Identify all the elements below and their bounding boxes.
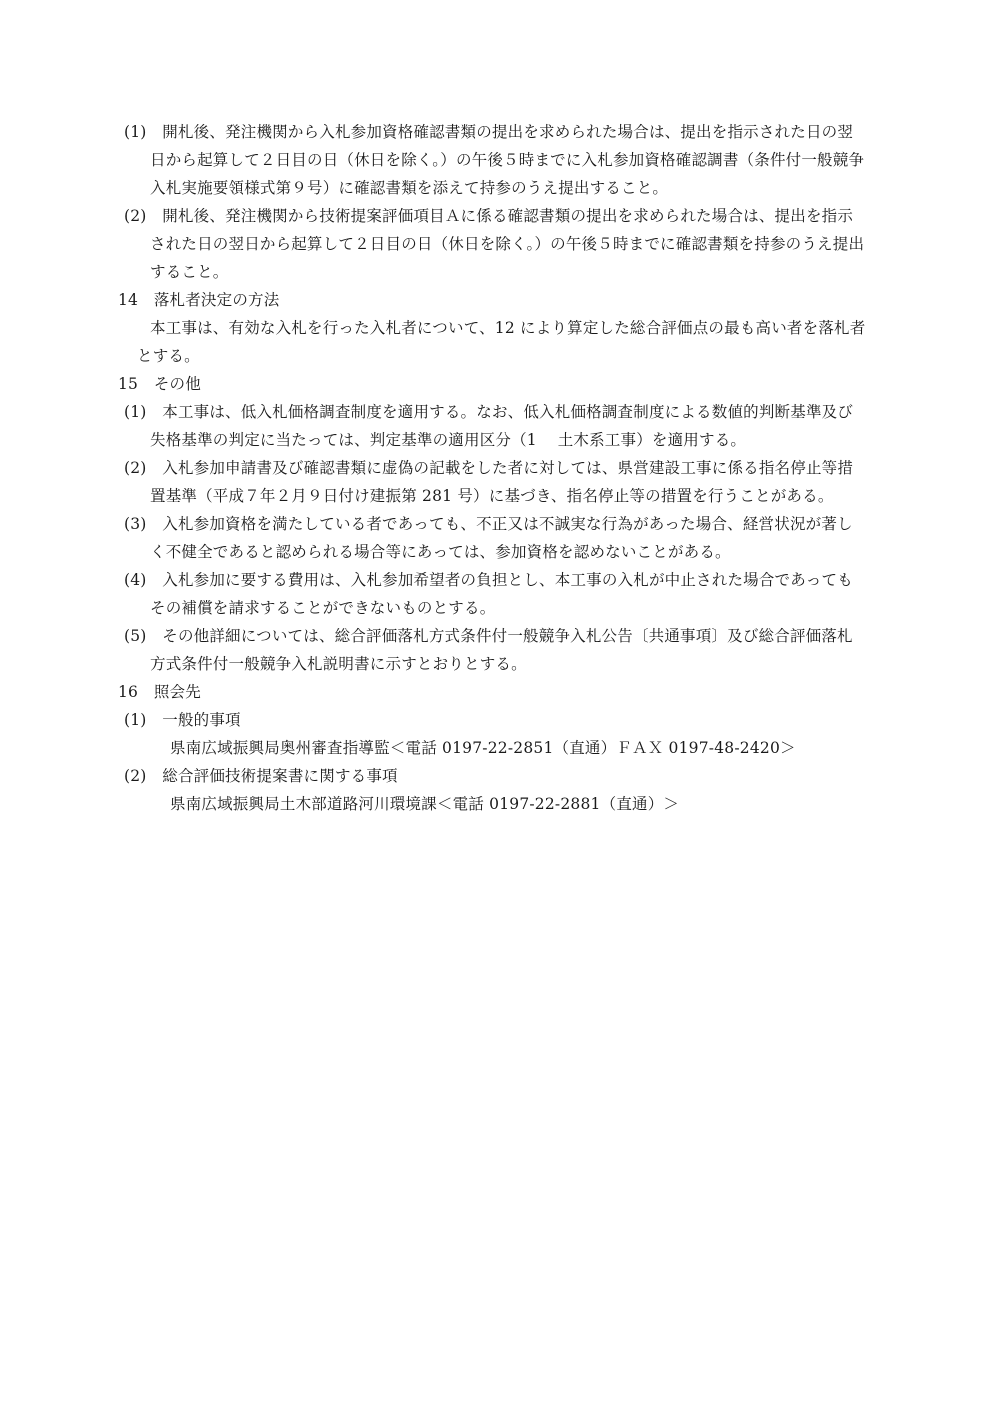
item-15-4-line-2: その補償を請求することができないものとする。 [150, 599, 496, 617]
item-15-1-line-1: (1) 本工事は、低入札価格調査制度を適用する。なお、低入札価格調査制度による数値的判断基準及び [124, 403, 854, 421]
item-15-3-line-1: (3) 入札参加資格を満たしている者であっても、不正又は不誠実な行為があった場合、経営状況が著し [124, 515, 853, 533]
item-15-2-line-1: (2) 入札参加申請書及び確認書類に虚偽の記載をした者に対しては、県営建設工事に係る指名停止等措 [124, 459, 854, 477]
item-15-3-line-2: く不健全であると認められる場合等にあっては、参加資格を認めないことがある。 [150, 543, 731, 561]
item-16-1-title: (1) 一般的事項 [124, 711, 241, 729]
item-16-1-contact: 県南広域振興局奥州審査指導監＜電話 0197-22-2851（直通）ＦＡＸ 0197-48-2420＞ [170, 739, 796, 757]
item-13-1-line-2: 日から起算して２日目の日（休日を除く。）の午後５時までに入札参加資格確認調書（条件付一般競争 [150, 151, 865, 169]
item-15-5-line-2: 方式条件付一般競争入札説明書に示すとおりとする。 [150, 655, 527, 673]
item-13-2-line-2: された日の翌日から起算して２日目の日（休日を除く。）の午後５時までに確認書類を持参のうえ提出 [150, 235, 865, 253]
item-13-1-line-3: 入札実施要領様式第９号）に確認書類を添えて持参のうえ提出すること。 [150, 179, 669, 197]
item-15-5-line-1: (5) その他詳細については、総合評価落札方式条件付一般競争入札公告〔共通事項〕及び総合評価落札 [124, 627, 853, 645]
section-14-heading: 14 落札者決定の方法 [118, 291, 280, 309]
item-13-2-line-1: (2) 開札後、発注機関から技術提案評価項目Ａに係る確認書類の提出を求められた場合は、提出を指示 [124, 207, 854, 225]
item-15-1-line-2: 失格基準の判定に当たっては、判定基準の適用区分（1 土木系工事）を適用する。 [150, 431, 747, 449]
section-14-body-line-1: 本工事は、有効な入札を行った入札者について、12 により算定した総合評価点の最も高い者を落札者 [150, 319, 866, 337]
section-15-heading: 15 その他 [118, 375, 201, 393]
item-15-4-line-1: (4) 入札参加に要する費用は、入札参加希望者の負担とし、本工事の入札が中止された場合であっても [124, 571, 853, 589]
section-16-heading: 16 照会先 [118, 683, 201, 701]
item-16-2-contact: 県南広域振興局土木部道路河川環境課＜電話 0197-22-2881（直通）＞ [170, 795, 680, 813]
item-13-1-line-1: (1) 開札後、発注機関から入札参加資格確認書類の提出を求められた場合は、提出を指示された日の翌 [124, 123, 854, 141]
section-14-body-line-2: とする。 [137, 347, 200, 365]
item-13-2-line-3: すること。 [150, 263, 229, 281]
item-16-2-title: (2) 総合評価技術提案書に関する事項 [124, 767, 398, 785]
item-15-2-line-2: 置基準（平成７年２月９日付け建振第 281 号）に基づき、指名停止等の措置を行うことがある。 [150, 487, 834, 505]
